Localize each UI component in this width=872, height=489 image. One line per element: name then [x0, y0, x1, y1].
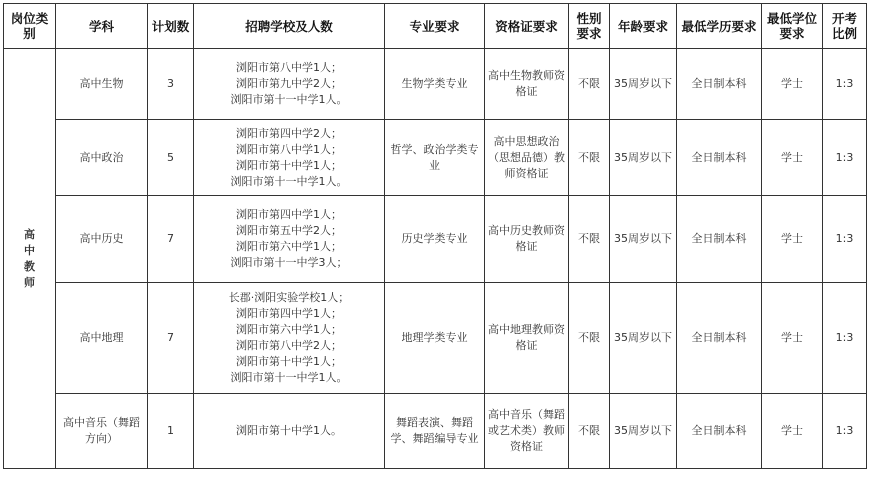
count-cell: 5: [148, 120, 194, 196]
subject-cell: 高中政治: [56, 120, 148, 196]
header-ratio: 开考比例: [823, 4, 867, 49]
header-age: 年龄要求: [610, 4, 677, 49]
education-cell: 全日制本科: [677, 120, 762, 196]
major-cell: 舞蹈表演、舞蹈学、舞蹈编导专业: [385, 394, 485, 469]
header-gender: 性别要求: [569, 4, 610, 49]
header-major: 专业要求: [385, 4, 485, 49]
major-cell: 哲学、政治学类专业: [385, 120, 485, 196]
ratio-cell: 1:3: [823, 196, 867, 283]
major-cell: 历史学类专业: [385, 196, 485, 283]
schools-cell: 浏阳市第四中学2人； 浏阳市第八中学1人； 浏阳市第十中学1人； 浏阳市第十一中学1人。: [194, 120, 385, 196]
degree-cell: 学士: [762, 49, 823, 120]
header-degree: 最低学位要求: [762, 4, 823, 49]
subject-cell: 高中地理: [56, 283, 148, 394]
header-education: 最低学历要求: [677, 4, 762, 49]
count-cell: 3: [148, 49, 194, 120]
education-cell: 全日制本科: [677, 196, 762, 283]
header-schools: 招聘学校及人数: [194, 4, 385, 49]
ratio-cell: 1:3: [823, 49, 867, 120]
table-row: [4, 394, 867, 469]
gender-cell: 不限: [569, 283, 610, 394]
header-subject: 学科: [56, 4, 148, 49]
certificate-cell: 高中音乐（舞蹈或艺术类）教师资格证: [485, 394, 569, 469]
age-cell: 35周岁以下: [610, 120, 677, 196]
schools-cell: 浏阳市第十中学1人。: [194, 394, 385, 469]
table-row: [4, 196, 867, 283]
certificate-cell: 高中生物教师资格证: [485, 49, 569, 120]
schools-cell: 长郡·浏阳实验学校1人； 浏阳市第四中学1人； 浏阳市第六中学1人； 浏阳市第八中学2人； 浏阳市第十中学1人； 浏阳市第十一中学1人。: [194, 283, 385, 394]
ratio-cell: 1:3: [823, 283, 867, 394]
degree-cell: 学士: [762, 196, 823, 283]
table-row: [4, 120, 867, 196]
certificate-cell: 高中地理教师资格证: [485, 283, 569, 394]
major-cell: 生物学类专业: [385, 49, 485, 120]
schools-cell: 浏阳市第四中学1人； 浏阳市第五中学2人； 浏阳市第六中学1人； 浏阳市第十一中学3人；: [194, 196, 385, 283]
gender-cell: 不限: [569, 196, 610, 283]
count-cell: 7: [148, 196, 194, 283]
gender-cell: 不限: [569, 120, 610, 196]
schools-cell: 浏阳市第八中学1人； 浏阳市第九中学2人； 浏阳市第十一中学1人。: [194, 49, 385, 120]
subject-cell: 高中生物: [56, 49, 148, 120]
education-cell: 全日制本科: [677, 283, 762, 394]
table-row: [4, 283, 867, 394]
degree-cell: 学士: [762, 283, 823, 394]
recruitment-table: [3, 3, 867, 469]
degree-cell: 学士: [762, 394, 823, 469]
subject-cell: 高中音乐（舞蹈方向）: [56, 394, 148, 469]
table-row: [4, 49, 867, 120]
gender-cell: 不限: [569, 394, 610, 469]
degree-cell: 学士: [762, 120, 823, 196]
category-cell: 高中教师: [4, 49, 56, 469]
header-certificate: 资格证要求: [485, 4, 569, 49]
subject-cell: 高中历史: [56, 196, 148, 283]
ratio-cell: 1:3: [823, 120, 867, 196]
education-cell: 全日制本科: [677, 394, 762, 469]
age-cell: 35周岁以下: [610, 283, 677, 394]
count-cell: 7: [148, 283, 194, 394]
age-cell: 35周岁以下: [610, 394, 677, 469]
certificate-cell: 高中思想政治（思想品德）教师资格证: [485, 120, 569, 196]
header-plan-count: 计划数: [148, 4, 194, 49]
ratio-cell: 1:3: [823, 394, 867, 469]
gender-cell: 不限: [569, 49, 610, 120]
education-cell: 全日制本科: [677, 49, 762, 120]
count-cell: 1: [148, 394, 194, 469]
certificate-cell: 高中历史教师资格证: [485, 196, 569, 283]
age-cell: 35周岁以下: [610, 196, 677, 283]
age-cell: 35周岁以下: [610, 49, 677, 120]
header-post-category: 岗位类别: [4, 4, 56, 49]
header-row: [4, 4, 867, 49]
major-cell: 地理学类专业: [385, 283, 485, 394]
